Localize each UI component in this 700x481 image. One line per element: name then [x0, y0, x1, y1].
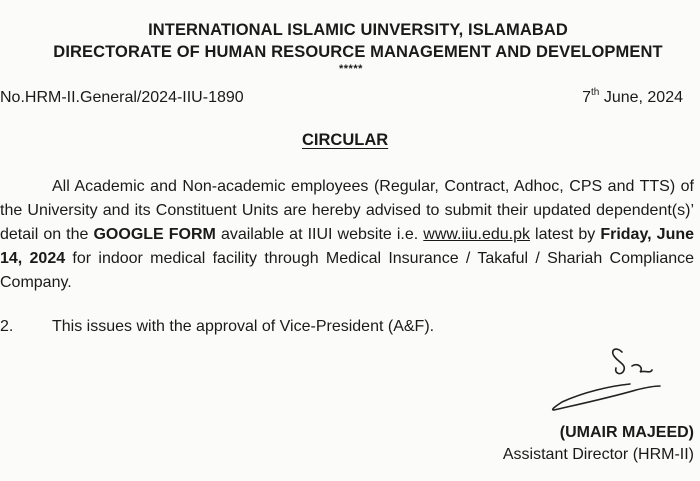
- date-day: 7: [582, 89, 592, 106]
- paragraph-1: [0, 175, 694, 295]
- paragraph-2-text: This issues with the approval of Vice-President (A&F).: [52, 318, 435, 335]
- para1-latest-by: latest by: [529, 226, 601, 243]
- para1-intro: All Academic and Non-academic employees (Regular, Contract, Adhoc, CPS and TTS) of the University and its Constituent Units are hereby advised to submit their updated dependent(s)’ detail on the: [0, 178, 694, 243]
- paragraph-2-number: 2.: [0, 318, 14, 335]
- website-link[interactable]: www.iiu.edu.pk: [423, 226, 530, 243]
- handwritten-signature-icon: [540, 340, 690, 420]
- signatory-designation: Assistant Director (HRM-II): [502, 446, 694, 463]
- reference-number: No.HRM-II.General/2024-IIU-1890: [0, 89, 244, 106]
- para1-end: for indoor medical facility through Medical Insurance / Takaful / Shariah Compliance Company.: [0, 250, 695, 291]
- para1-middle: available at IIUI website i.e.: [215, 226, 424, 243]
- deadline-date: Friday, June 14, 2024: [0, 226, 695, 267]
- google-form-name: GOOGLE FORM: [93, 226, 216, 243]
- university-name: INTERNATIONAL ISLAMIC UINVERSITY, ISLAMABAD: [148, 21, 568, 39]
- header-separator: *****: [339, 63, 363, 75]
- document-title: CIRCULAR: [302, 131, 389, 149]
- directorate-name: DIRECTORATE OF HUMAN RESOURCE MANAGEMENT AND DEVELOPMENT: [53, 43, 663, 61]
- date-month-year: June, 2024: [599, 89, 683, 106]
- signatory-name: (UMAIR MAJEED): [559, 424, 694, 441]
- date-suffix: th: [591, 86, 600, 98]
- paragraph-2: [0, 318, 434, 336]
- circular-date: [582, 86, 683, 107]
